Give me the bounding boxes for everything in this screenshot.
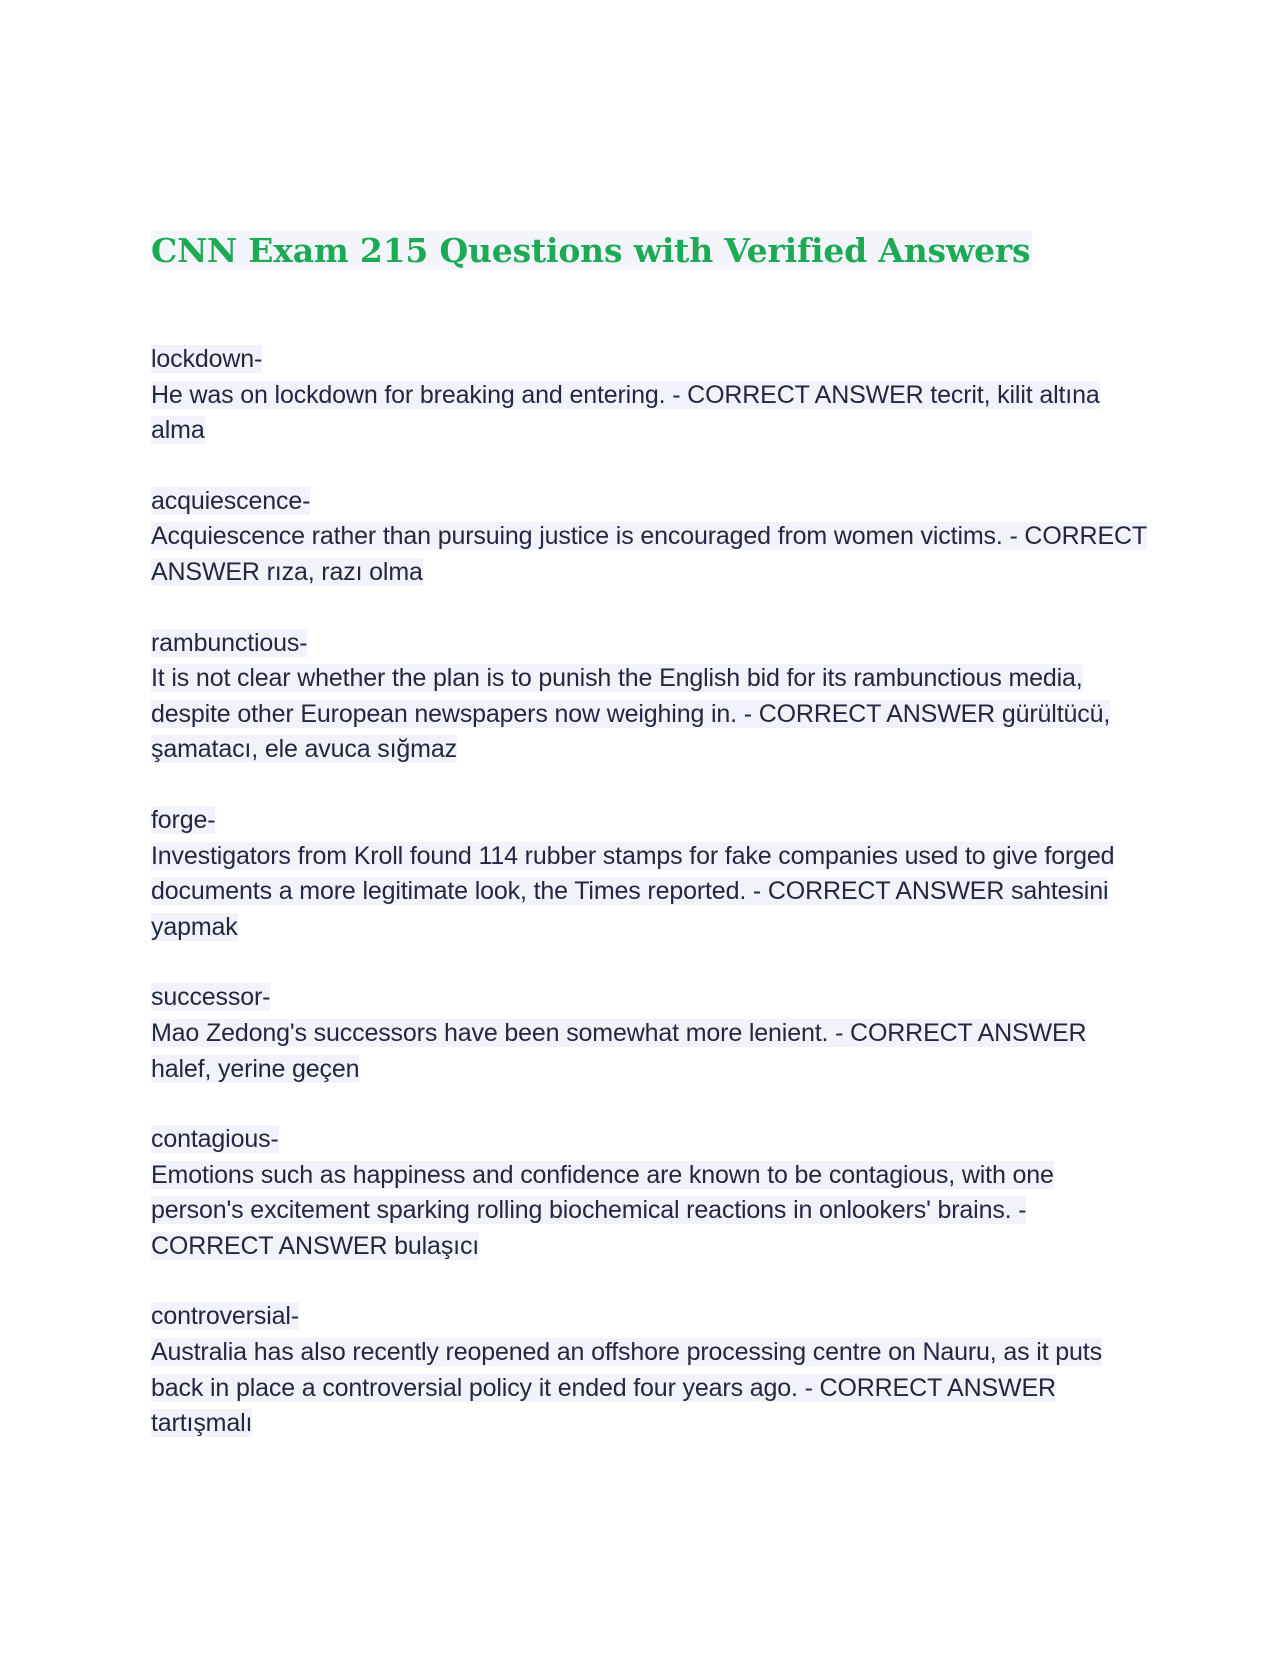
entry-definition: Acquiescence rather than pursuing justice is encouraged from women victims. - CORRECT ANSWER rıza, razı olma [151, 522, 1147, 586]
entry-definition: Investigators from Kroll found 114 rubber stamps for fake companies used to give forged documents a more legitimate look, the Times reported. - CORRECT ANSWER sahtesini yapmak [151, 841, 1115, 941]
entry-controversial [151, 1299, 1151, 1441]
entry-definition: He was on lockdown for breaking and entering. - CORRECT ANSWER tecrit, kilit altına alma [151, 380, 1100, 445]
entry-term: successor- [151, 983, 271, 1012]
entry-rambunctious [151, 626, 1151, 768]
entry-list [151, 342, 1151, 1442]
document-title: CNN Exam 215 Questions with Verified Answers [151, 231, 1031, 270]
entry-lockdown [151, 342, 1151, 449]
entry-forge [151, 803, 1151, 945]
entry-contagious [151, 1122, 1151, 1264]
entry-term: forge- [151, 805, 216, 834]
entry-acquiescence [151, 484, 1151, 591]
entry-term: rambunctious- [151, 628, 308, 657]
entry-successor [151, 980, 1151, 1087]
entry-term: controversial- [151, 1302, 299, 1331]
document-page [151, 228, 1151, 1477]
entry-term: contagious- [151, 1125, 279, 1154]
entry-definition: Emotions such as happiness and confidence are known to be contagious, with one person's excitement sparking rolling biochemical reactions in onlookers' brains. - CORRECT ANSWER bulaşıcı [151, 1160, 1054, 1260]
entry-term: lockdown- [151, 345, 263, 373]
entry-definition: Australia has also recently reopened an offshore processing centre on Nauru, as it puts back in place a controversial policy it ended four years ago. - CORRECT ANSWER tartışmalı [151, 1338, 1102, 1438]
entry-definition: Mao Zedong's successors have been somewhat more lenient. - CORRECT ANSWER halef, yerine geçen [151, 1018, 1087, 1083]
entry-definition: It is not clear whether the plan is to punish the English bid for its rambunctious media, despite other European newspapers now weighing in. - CORRECT ANSWER gürültücü, şamatacı, ele avuca sığmaz [151, 664, 1111, 764]
entry-term: acquiescence- [151, 486, 311, 515]
